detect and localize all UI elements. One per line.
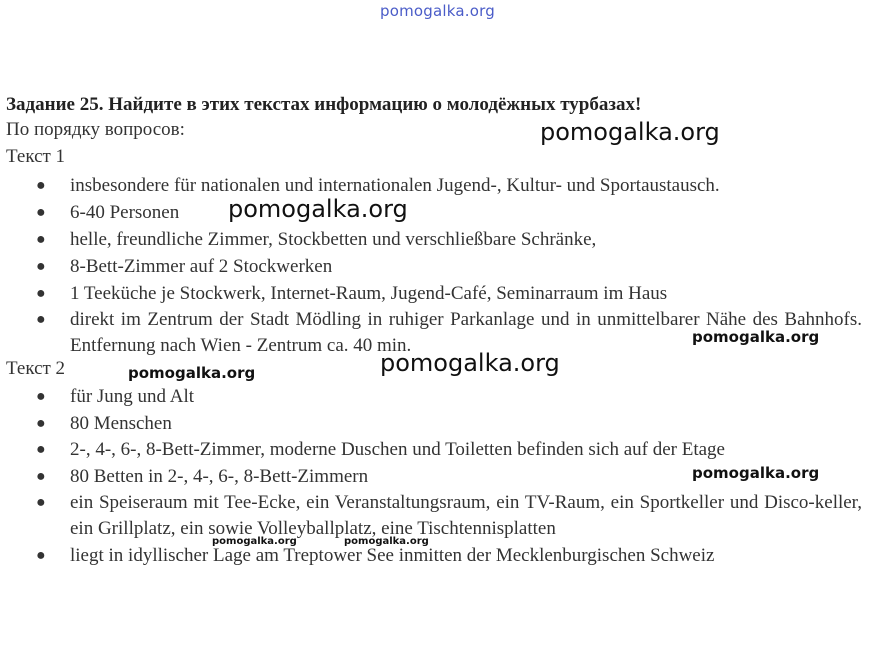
list-item	[36, 254, 862, 280]
watermark: pomogalka.org	[228, 195, 408, 223]
task-heading: Задание 25. Найдите в этих текстах информацию о молодёжных турбазах!	[6, 94, 642, 115]
list-item-text: 8-Bett-Zimmer auf 2 Stockwerken	[70, 256, 333, 277]
bullet-icon: ●	[36, 258, 46, 275]
list-item-text: für Jung und Alt	[70, 386, 195, 407]
task-subheading: По порядку вопросов:	[6, 119, 185, 140]
list-item-text: 80 Menschen	[70, 413, 172, 434]
list-item	[36, 384, 862, 410]
list-item-text: helle, freundliche Zimmer, Stockbetten und verschließbare Schränke,	[70, 229, 597, 250]
bullet-icon: ●	[36, 177, 46, 194]
list-item-text: insbesondere für nationalen und internationalen Jugend-, Kultur- und Sportaustausch.	[70, 175, 720, 196]
watermark: pomogalka.org	[344, 536, 429, 547]
list-item-text: ein Speiseraum mit Tee-Ecke, ein Veranstaltungsraum, ein TV-Raum, ein Sportkeller und Disco-keller, ein Grillplatz, ein sowie Volleyballplatz, eine Tischtennisplatten	[70, 492, 862, 539]
bullet-icon: ●	[36, 311, 46, 328]
list-item	[36, 437, 862, 463]
bullet-icon: ●	[36, 494, 46, 511]
bullet-icon: ●	[36, 547, 46, 564]
bullet-icon: ●	[36, 204, 46, 221]
list-item	[36, 173, 862, 199]
bullet-icon: ●	[36, 415, 46, 432]
text2-title: Текст 2	[6, 358, 66, 379]
bullet-icon: ●	[36, 231, 46, 248]
list-item-text: liegt in idyllischer Lage am Treptower See inmitten der Mecklenburgischen Schweiz	[70, 545, 715, 566]
list-item-text: 1 Teeküche je Stockwerk, Internet-Raum, Jugend-Café, Seminarraum im Haus	[70, 283, 668, 304]
list-item	[36, 411, 862, 437]
list-item	[36, 490, 862, 542]
list-item	[36, 543, 862, 569]
bullet-icon: ●	[36, 468, 46, 485]
list-item-text: 6-40 Personen	[70, 202, 180, 223]
list-item	[36, 200, 862, 226]
bullet-icon: ●	[36, 441, 46, 458]
watermark: pomogalka.org	[212, 536, 297, 547]
list-item-text: direkt im Zentrum der Stadt Mödling in ruhiger Parkanlage und in unmittelbarer Nähe des Bahnhofs. Entfernung nach Wien - Zentrum ca. 40 min.	[70, 309, 862, 356]
watermark: pomogalka.org	[692, 328, 820, 346]
watermark: pomogalka.org	[128, 364, 256, 382]
list-item-text: 2-, 4-, 6-, 8-Bett-Zimmer, moderne Duschen und Toiletten befinden sich auf der Etage	[70, 439, 725, 460]
bullet-icon: ●	[36, 285, 46, 302]
watermark: pomogalka.org	[692, 464, 820, 482]
list-item	[36, 227, 862, 253]
list-item	[36, 281, 862, 307]
text1-title: Текст 1	[6, 146, 66, 167]
watermark: pomogalka.org	[380, 349, 560, 377]
watermark: pomogalka.org	[540, 118, 720, 146]
bullet-icon: ●	[36, 388, 46, 405]
watermark-top: pomogalka.org	[380, 2, 495, 20]
list-item-text: 80 Betten in 2-, 4-, 6-, 8-Bett-Zimmern	[70, 466, 369, 487]
